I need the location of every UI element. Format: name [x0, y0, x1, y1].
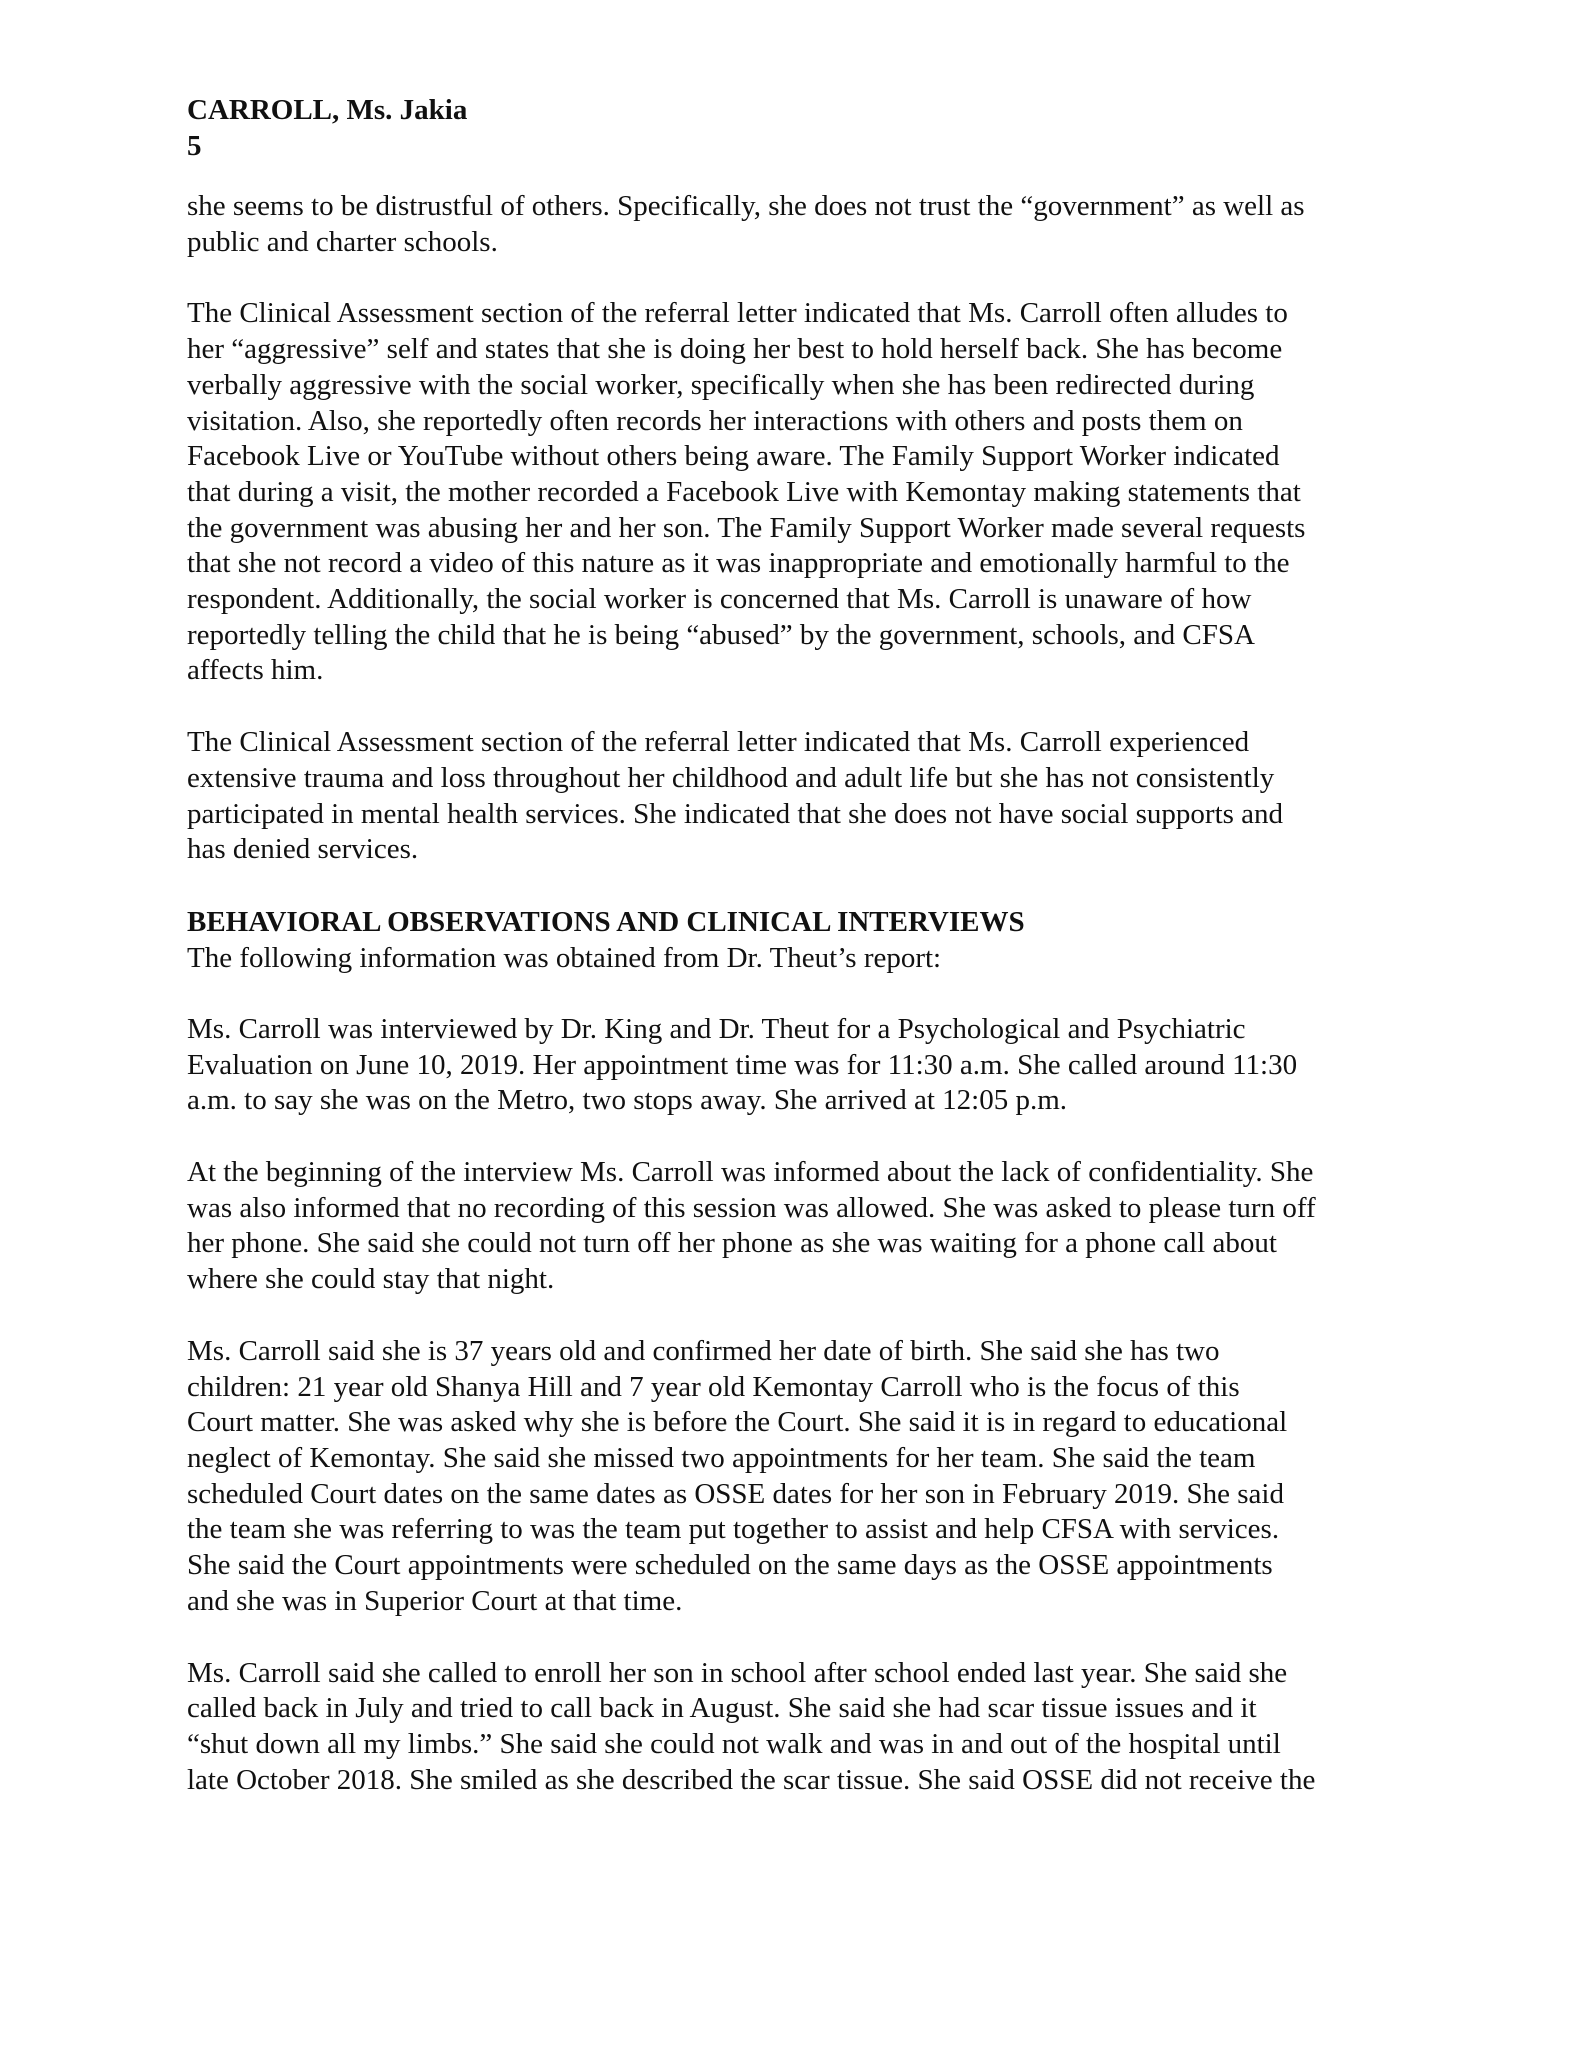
paragraph-line: Ms. Carroll said she called to enroll her son in school after school ended last year. She said she [187, 1656, 1288, 1689]
paragraph-line: affects him. [187, 654, 324, 687]
body-paragraphs-after [187, 1012, 1407, 1798]
paragraph-line: that she not record a video of this nature as it was inappropriate and emotionally harmful to the [187, 547, 1290, 580]
paragraph-line: extensive trauma and loss throughout her childhood and adult life but she has not consistently [187, 761, 1275, 794]
paragraph-line: where she could stay that night. [187, 1263, 555, 1296]
paragraph-line: The Clinical Assessment section of the referral letter indicated that Ms. Carroll experienced [187, 726, 1250, 759]
paragraph [187, 1334, 1407, 1620]
paragraph-line: called back in July and tried to call back in August. She said she had scar tissue issues and it [187, 1692, 1257, 1725]
paragraph-line: reportedly telling the child that he is being “abused” by the government, schools, and CFSA [187, 618, 1255, 651]
paragraph-line: At the beginning of the interview Ms. Carroll was informed about the lack of confidentiality. She [187, 1156, 1314, 1189]
paragraph-line: Ms. Carroll was interviewed by Dr. King and Dr. Theut for a Psychological and Psychiatric [187, 1012, 1246, 1045]
paragraph-line: participated in mental health services. She indicated that she does not have social supports and [187, 797, 1284, 830]
paragraph-line: Facebook Live or YouTube without others being aware. The Family Support Worker indicated [187, 440, 1280, 473]
document-page [187, 92, 1407, 1834]
paragraph-line: she seems to be distrustful of others. Specifically, she does not trust the “government” as well as [187, 190, 1305, 222]
paragraph-line: verbally aggressive with the social worker, specifically when she has been redirected during [187, 368, 1255, 401]
header-page-number: 5 [187, 130, 202, 162]
paragraph-line: was also informed that no recording of this session was allowed. She was asked to please turn off [187, 1191, 1316, 1224]
paragraph-line: public and charter schools. [187, 225, 498, 258]
paragraph-line: the team she was referring to was the team put together to assist and help CFSA with services. [187, 1513, 1280, 1546]
paragraph [187, 189, 1407, 260]
paragraph-line: has denied services. [187, 833, 419, 866]
section-heading: BEHAVIORAL OBSERVATIONS AND CLINICAL INTERVIEWS [187, 905, 1025, 938]
paragraph-line: Evaluation on June 10, 2019. Her appointment time was for 11:30 a.m. She called around 11:30 [187, 1048, 1298, 1081]
paragraph-line: She said the Court appointments were scheduled on the same days as the OSSE appointments [187, 1549, 1273, 1582]
paragraph [187, 296, 1407, 689]
paragraph-line: visitation. Also, she reportedly often records her interactions with others and posts them on [187, 404, 1243, 437]
paragraph-line: neglect of Kemontay. She said she missed two appointments for her team. She said the team [187, 1441, 1256, 1474]
paragraph [187, 1155, 1407, 1298]
header-patient-name: CARROLL, Ms. Jakia [187, 94, 468, 126]
body-paragraphs-before [187, 189, 1407, 868]
paragraph-line: children: 21 year old Shanya Hill and 7 year old Kemontay Carroll who is the focus of this [187, 1370, 1240, 1403]
section-intro: The following information was obtained from Dr. Theut’s report: [187, 941, 942, 974]
paragraph-line: that during a visit, the mother recorded a Facebook Live with Kemontay making statements that [187, 475, 1301, 508]
paragraph-line: scheduled Court dates on the same dates as OSSE dates for her son in February 2019. She said [187, 1477, 1284, 1510]
paragraph [187, 725, 1407, 868]
paragraph [187, 1012, 1407, 1119]
paragraph-line: a.m. to say she was on the Metro, two stops away. She arrived at 12:05 p.m. [187, 1084, 1068, 1117]
paragraph-line: the government was abusing her and her son. The Family Support Worker made several requests [187, 511, 1306, 544]
paragraph-line: late October 2018. She smiled as she described the scar tissue. She said OSSE did not receive the [187, 1763, 1316, 1796]
paragraph-line: Ms. Carroll said she is 37 years old and confirmed her date of birth. She said she has two [187, 1334, 1220, 1367]
paragraph-line: and she was in Superior Court at that time. [187, 1584, 683, 1617]
paragraph-line: Court matter. She was asked why she is before the Court. She said it is in regard to educational [187, 1406, 1288, 1439]
paragraph [187, 1656, 1407, 1799]
paragraph-line: The Clinical Assessment section of the referral letter indicated that Ms. Carroll often alludes to [187, 297, 1288, 330]
paragraph-line: her “aggressive” self and states that she is doing her best to hold herself back. She has become [187, 333, 1283, 366]
paragraph-line: her phone. She said she could not turn off her phone as she was waiting for a phone call about [187, 1227, 1277, 1260]
paragraph-line: respondent. Additionally, the social worker is concerned that Ms. Carroll is unaware of how [187, 583, 1252, 616]
paragraph-line: “shut down all my limbs.” She said she could not walk and was in and out of the hospital until [187, 1727, 1281, 1760]
